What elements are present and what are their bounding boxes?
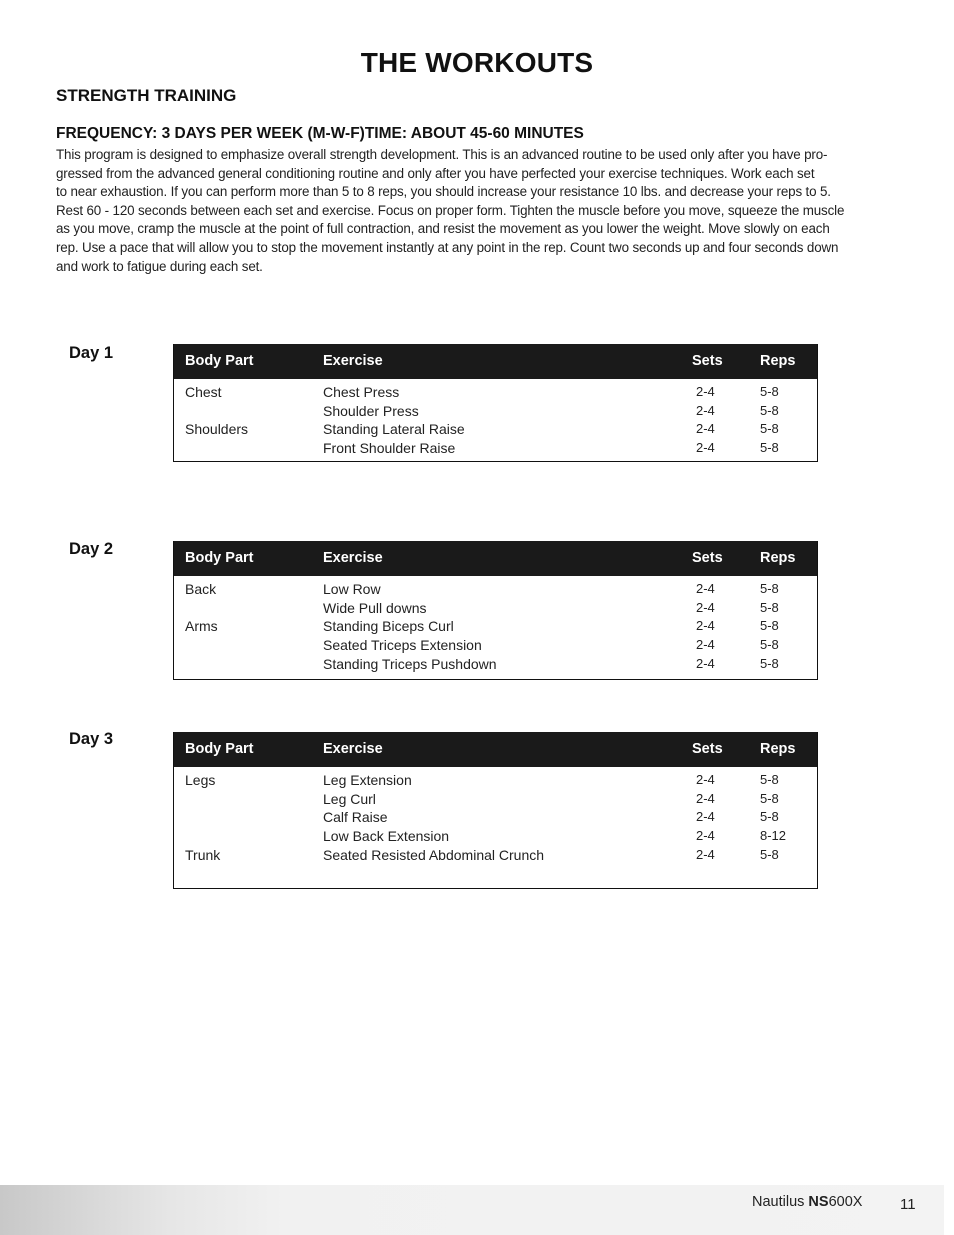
table-row [174,654,817,673]
header-sets: Sets [692,550,723,566]
cell-body-part: Chest [185,384,222,400]
header-exercise: Exercise [323,353,383,369]
cell-sets: 2-4 [696,772,715,787]
cell-exercise: Seated Triceps Extension [323,637,482,654]
description-paragraph [56,146,904,276]
cell-reps: 5-8 [760,599,779,615]
cell-reps: 5-8 [760,402,779,418]
cell-sets: 2-4 [696,421,715,437]
table-row [174,616,817,635]
table-row [174,826,817,845]
cell-reps: 5-8 [760,421,779,437]
cell-exercise: Seated Resisted Abdominal Crunch [323,846,545,863]
cell-reps: 5-8 [760,846,779,862]
section-title: STRENGTH TRAINING [56,86,237,105]
cell-sets: 2-4 [696,581,715,596]
header-sets: Sets [692,741,723,757]
table-row [174,598,817,617]
cell-reps: 5-8 [760,809,779,825]
cell-reps: 5-8 [760,618,779,634]
cell-body-part: Shoulders [185,421,249,438]
cell-sets: 2-4 [696,637,715,653]
cell-reps: 8-12 [760,828,787,844]
cell-body-part: Arms [185,618,218,635]
cell-sets: 2-4 [696,846,715,862]
paragraph-line: This program is designed to emphasize overall strength development. This is an advanced routine to be used only after you have pro- [56,147,828,162]
cell-exercise: Shoulder Press [323,402,419,419]
cell-sets: 2-4 [696,440,715,456]
table-body [174,576,817,672]
cell-exercise: Standing Lateral Raise [323,421,465,438]
footer-bar [0,1185,944,1235]
table-row [174,579,817,598]
table-body [174,767,817,863]
cell-exercise: Standing Biceps Curl [323,618,454,635]
table-row [174,382,817,401]
table-header [174,344,817,379]
cell-sets: 2-4 [696,599,715,615]
cell-reps: 5-8 [760,440,779,456]
header-reps: Reps [760,741,796,757]
cell-reps: 5-8 [760,772,779,787]
brand-bold: NS [808,1194,829,1210]
paragraph-line: Rest 60 - 120 seconds between each set and exercise. Focus on proper form. Tighten the muscle before you move, squeeze the muscle [56,202,845,218]
table-row [174,789,817,808]
cell-reps: 5-8 [760,655,779,671]
cell-exercise: Low Back Extension [323,828,450,845]
cell-sets: 2-4 [696,384,715,399]
page-number: 11 [900,1196,916,1213]
header-body-part: Body Part [185,550,254,566]
day-1-label: Day 1 [69,344,114,362]
cell-sets: 2-4 [696,809,715,825]
cell-body-part: Legs [185,772,216,788]
table-row [174,635,817,654]
table-row [174,401,817,420]
page-title: THE WORKOUTS [360,47,594,78]
paragraph-line: to near exhaustion. If you can perform more than 5 to 8 reps, you should increase your resistance 10 lbs. and decrease your reps to 5. [56,184,831,200]
cell-reps: 5-8 [760,637,779,653]
paragraph-line: as you move, cramp the muscle at the point of full contraction, and resist the movement as you lower the weight. Move slowly on each [56,221,830,237]
table-row [174,807,817,826]
cell-body-part: Trunk [185,846,221,863]
cell-exercise: Leg Curl [323,790,376,807]
table-header [174,541,817,576]
cell-sets: 2-4 [696,790,715,806]
cell-sets: 2-4 [696,618,715,634]
cell-exercise: Front Shoulder Raise [323,440,456,457]
day-1-table [173,344,818,462]
table-header [174,732,817,767]
header-reps: Reps [760,353,796,369]
cell-exercise: Calf Raise [323,809,388,826]
cell-reps: 5-8 [760,384,779,399]
footer-brand [752,1194,862,1210]
header-exercise: Exercise [323,550,383,566]
paragraph-line: gressed from the advanced general conditioning routine and only after you have perfected your exercise techniques. Work each set [56,165,815,181]
day-3-label: Day 3 [69,730,114,748]
cell-exercise: Standing Triceps Pushdown [323,655,497,672]
brand-prefix: Nautilus [752,1194,809,1210]
cell-exercise: Wide Pull downs [323,599,427,616]
header-sets: Sets [692,353,723,369]
table-row [174,438,817,457]
header-body-part: Body Part [185,741,254,757]
cell-sets: 2-4 [696,828,715,844]
table-row [174,419,817,438]
header-reps: Reps [760,550,796,566]
cell-reps: 5-8 [760,790,779,806]
cell-sets: 2-4 [696,655,715,671]
paragraph-line: and work to fatigue during each set. [56,258,263,274]
cell-exercise: Low Row [323,581,381,597]
cell-exercise: Chest Press [323,384,400,400]
brand-suffix: 600X [828,1194,863,1210]
cell-reps: 5-8 [760,581,779,596]
header-body-part: Body Part [185,353,254,369]
cell-body-part: Back [185,581,217,597]
day-3-table [173,732,818,889]
paragraph-line: rep. Use a pace that will allow you to stop the movement instantly at any point in the rep. Count two seconds up and four seconds down [56,239,839,255]
day-2-table [173,541,818,680]
table-row [174,770,817,789]
frequency-heading: FREQUENCY: 3 DAYS PER WEEK (M-W-F)TIME: ABOUT 45-60 MINUTES [56,125,584,142]
cell-sets: 2-4 [696,402,715,418]
cell-exercise: Leg Extension [323,772,412,788]
table-row [174,845,817,864]
table-body [174,379,817,457]
header-exercise: Exercise [323,741,383,757]
day-2-label: Day 2 [69,540,114,558]
